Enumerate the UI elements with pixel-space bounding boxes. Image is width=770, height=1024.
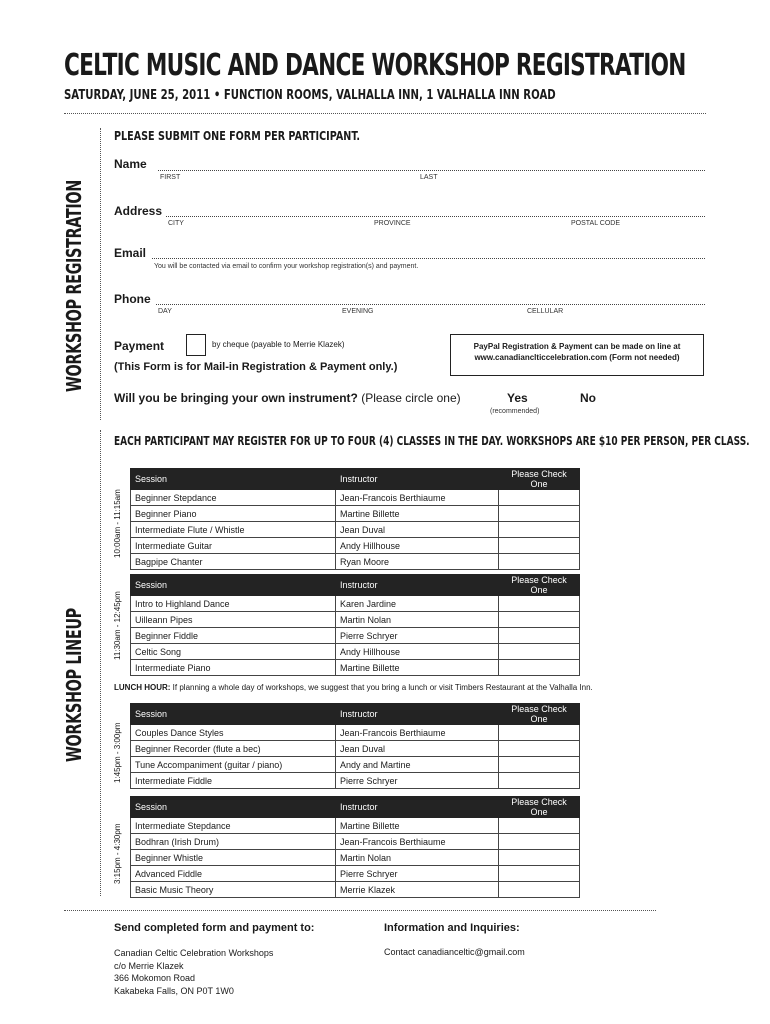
recommended-note: (recommended) (490, 408, 540, 415)
phone-field[interactable] (156, 304, 705, 305)
lunch-label: LUNCH HOUR: (114, 683, 171, 692)
check-cell[interactable] (499, 757, 580, 773)
check-cell[interactable] (499, 725, 580, 741)
check-cell[interactable] (499, 628, 580, 644)
table-header-row (131, 469, 580, 490)
instructor-cell: Jean Duval (336, 522, 499, 538)
session-cell: Beginner Whistle (131, 850, 336, 866)
session-cell: Intro to Highland Dance (131, 596, 336, 612)
session-column-header: Session (131, 469, 336, 490)
cheque-checkbox[interactable] (186, 334, 206, 356)
instructor-cell: Martine Billette (336, 818, 499, 834)
instructor-cell: Andy and Martine (336, 757, 499, 773)
instructor-cell: Jean-Francois Berthiaume (336, 725, 499, 741)
instructor-cell: Pierre Schryer (336, 773, 499, 789)
phone-label: Phone (114, 292, 151, 306)
lineup-intro: EACH PARTICIPANT MAY REGISTER FOR UP TO FOUR (4) CLASSES IN THE DAY. WORKSHOPS ARE $10 PER PERSON, PER CLASS. (114, 434, 750, 448)
session-cell: Basic Music Theory (131, 882, 336, 898)
address-line-3: 366 Mokomon Road (114, 973, 196, 983)
workshop-table-block-1 (130, 468, 580, 570)
instructor-column-header: Instructor (336, 469, 499, 490)
check-column-header: Please Check One (499, 469, 580, 490)
instructor-cell: Martine Billette (336, 506, 499, 522)
table-row (131, 757, 580, 773)
workshop-table-block-3 (130, 703, 580, 789)
cellular-caption: CELLULAR (527, 308, 564, 315)
check-cell[interactable] (499, 834, 580, 850)
table-row (131, 773, 580, 789)
instructor-cell: Jean-Francois Berthiaume (336, 834, 499, 850)
instructor-cell: Andy Hillhouse (336, 538, 499, 554)
lineup-side-title: WORKSHOP LINEUP (62, 608, 86, 762)
session-cell: Tune Accompaniment (guitar / piano) (131, 757, 336, 773)
header-divider (64, 113, 706, 114)
instructor-cell: Pierre Schryer (336, 628, 499, 644)
footer-divider (64, 910, 656, 911)
table-row (131, 506, 580, 522)
session-cell: Intermediate Guitar (131, 538, 336, 554)
check-cell[interactable] (499, 882, 580, 898)
session-cell: Beginner Stepdance (131, 490, 336, 506)
check-column-header: Please Check One (499, 797, 580, 818)
send-title: Send completed form and payment to: (114, 922, 315, 934)
table-row (131, 741, 580, 757)
email-note: You will be contacted via email to confirm your workshop registration(s) and payment. (154, 263, 419, 270)
table-row (131, 628, 580, 644)
instructor-column-header: Instructor (336, 575, 499, 596)
check-cell[interactable] (499, 490, 580, 506)
name-field[interactable] (158, 170, 705, 171)
table-row (131, 850, 580, 866)
session-cell: Bagpipe Chanter (131, 554, 336, 570)
table-row (131, 522, 580, 538)
instructor-cell: Andy Hillhouse (336, 644, 499, 660)
check-cell[interactable] (499, 866, 580, 882)
contact-email[interactable]: Contact canadianceltic@gmail.com (384, 947, 525, 957)
table-row (131, 882, 580, 898)
address-line-4: Kakabeka Falls, ON P0T 1W0 (114, 985, 234, 996)
time-label-block-2: 11:30am - 12:45pm (113, 591, 122, 660)
registration-side-title: WORKSHOP REGISTRATION (62, 180, 86, 392)
table-row (131, 612, 580, 628)
table-header-row (131, 575, 580, 596)
session-cell: Advanced Fiddle (131, 866, 336, 882)
address-line-2: c/o Merrie Klazek (114, 960, 184, 971)
instructor-column-header: Instructor (336, 704, 499, 725)
table-row (131, 725, 580, 741)
paypal-line-2: www.canadianclticcelebration.com (Form not needed) (474, 353, 680, 362)
table-row (131, 538, 580, 554)
check-cell[interactable] (499, 773, 580, 789)
postal-caption: POSTAL CODE (571, 220, 621, 227)
check-cell[interactable] (499, 644, 580, 660)
table-row (131, 644, 580, 660)
workshop-table-block-2 (130, 574, 580, 676)
circle-instruction: (Please circle one) (361, 391, 461, 405)
session-column-header: Session (131, 704, 336, 725)
name-label: Name (114, 157, 147, 171)
last-caption: LAST (420, 174, 438, 181)
workshop-table-block-4 (130, 796, 580, 898)
first-caption: FIRST (160, 174, 181, 181)
session-cell: Celtic Song (131, 644, 336, 660)
check-cell[interactable] (499, 596, 580, 612)
instructor-cell: Martine Billette (336, 660, 499, 676)
evening-caption: EVENING (342, 308, 374, 315)
instruction-text: PLEASE SUBMIT ONE FORM PER PARTICIPANT. (114, 129, 361, 143)
time-label-block-1: 10:00am - 11:15am (113, 489, 122, 558)
email-field[interactable] (152, 258, 705, 259)
page-title: CELTIC MUSIC AND DANCE WORKSHOP REGISTRATION (64, 48, 686, 83)
check-cell[interactable] (499, 506, 580, 522)
table-row (131, 554, 580, 570)
city-caption: CITY (168, 220, 184, 227)
session-cell: Bodhran (Irish Drum) (131, 834, 336, 850)
address-label: Address (114, 204, 163, 218)
check-column-header: Please Check One (499, 704, 580, 725)
time-label-block-4: 3:15pm - 4:30pm (113, 823, 122, 884)
lunch-note (114, 683, 593, 692)
paypal-box (450, 334, 704, 376)
mailing-address (114, 947, 273, 997)
session-cell: Beginner Recorder (flute a bec) (131, 741, 336, 757)
check-cell[interactable] (499, 522, 580, 538)
instructor-cell: Ryan Moore (336, 554, 499, 570)
session-cell: Beginner Piano (131, 506, 336, 522)
instructor-cell: Jean-Francois Berthiaume (336, 490, 499, 506)
table-header-row (131, 797, 580, 818)
table-row (131, 596, 580, 612)
session-cell: Beginner Fiddle (131, 628, 336, 644)
session-cell: Intermediate Fiddle (131, 773, 336, 789)
check-cell[interactable] (499, 850, 580, 866)
table-row (131, 866, 580, 882)
email-label: Email (114, 246, 147, 260)
no-option[interactable]: No (580, 391, 596, 405)
instructor-column-header: Instructor (336, 797, 499, 818)
event-subtitle: SATURDAY, JUNE 25, 2011 • FUNCTION ROOMS, VALHALLA INN, 1 VALHALLA INN ROAD (64, 88, 556, 103)
table-row (131, 834, 580, 850)
instructor-cell: Pierre Schryer (336, 866, 499, 882)
check-cell[interactable] (499, 612, 580, 628)
table-header-row (131, 704, 580, 725)
day-caption: DAY (158, 308, 172, 315)
session-cell: Intermediate Piano (131, 660, 336, 676)
paypal-line-1: PayPal Registration & Payment can be made on line at (473, 342, 681, 351)
registration-side-divider (100, 128, 101, 420)
table-row (131, 660, 580, 676)
instructor-cell: Karen Jardine (336, 596, 499, 612)
check-cell[interactable] (499, 741, 580, 757)
check-cell[interactable] (499, 818, 580, 834)
check-cell[interactable] (499, 538, 580, 554)
session-column-header: Session (131, 575, 336, 596)
instrument-question-row (114, 391, 461, 405)
time-label-block-3: 1:45pm - 3:00pm (113, 722, 122, 783)
session-cell: Couples Dance Styles (131, 725, 336, 741)
session-cell: Uilleann Pipes (131, 612, 336, 628)
check-cell[interactable] (499, 554, 580, 570)
table-row (131, 490, 580, 506)
lunch-text: If planning a whole day of workshops, we suggest that you bring a lunch or visit Timbers Restaurant at the Valhalla Inn. (172, 683, 593, 692)
check-column-header: Please Check One (499, 575, 580, 596)
lineup-side-divider (100, 430, 101, 896)
mail-in-note: (This Form is for Mail-in Registration & Payment only.) (114, 361, 398, 373)
session-cell: Intermediate Flute / Whistle (131, 522, 336, 538)
instrument-question: Will you be bringing your own instrument? (114, 391, 358, 405)
instructor-cell: Martin Nolan (336, 612, 499, 628)
table-row (131, 818, 580, 834)
province-caption: PROVINCE (374, 220, 411, 227)
session-cell: Intermediate Stepdance (131, 818, 336, 834)
address-line-1: Canadian Celtic Celebration Workshops (114, 948, 274, 958)
instructor-cell: Merrie Klazek (336, 882, 499, 898)
payment-label: Payment (114, 339, 165, 353)
instructor-cell: Martin Nolan (336, 850, 499, 866)
yes-option[interactable]: Yes (507, 391, 528, 405)
address-field[interactable] (166, 216, 705, 217)
cheque-text: by cheque (payable to Merrie Klazek) (212, 340, 345, 349)
instructor-cell: Jean Duval (336, 741, 499, 757)
check-cell[interactable] (499, 660, 580, 676)
session-column-header: Session (131, 797, 336, 818)
info-title: Information and Inquiries: (384, 922, 520, 934)
